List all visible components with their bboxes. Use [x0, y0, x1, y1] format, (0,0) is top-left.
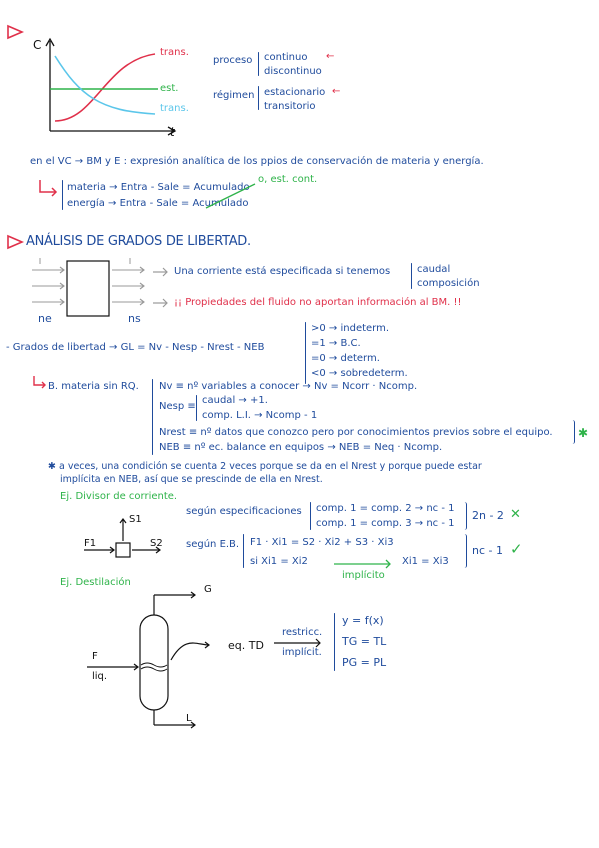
implicit-label: implícit.	[282, 647, 322, 658]
segun-esp: según especificaciones	[186, 506, 302, 517]
corner-arrow-icon	[38, 180, 62, 198]
f-label: F	[92, 651, 98, 662]
gdl-title: ANÁLISIS DE GRADOS DE LIBERTAD.	[26, 234, 251, 249]
s2-label: S2	[150, 538, 163, 549]
star-note-1: ✱ a veces, una condición se cuenta 2 veces porque se da en el Nrest y porque puede estar	[48, 461, 482, 472]
graph-y-label: C	[33, 38, 42, 52]
bmat-brace	[152, 379, 153, 455]
section-arrow-icon	[6, 234, 26, 252]
case-determ: =0 → determ.	[311, 353, 380, 364]
restric-label: restricc.	[282, 627, 323, 638]
proceso-discontinuo: discontinuo	[264, 66, 322, 77]
restric-brace	[334, 613, 335, 671]
arrow-right-icon	[153, 267, 171, 277]
distillation-column-diagram	[85, 585, 225, 735]
s1-label: S1	[129, 514, 142, 525]
case-indeterm: >0 → indeterm.	[311, 323, 390, 334]
corriente-caudal: caudal	[417, 264, 451, 275]
proceso-brace	[258, 52, 259, 76]
curve-label-trans-up: trans.	[160, 47, 189, 58]
eb-eq2-res: Xi1 = Xi3	[402, 556, 449, 567]
cases-brace	[305, 322, 306, 384]
regimen-brace	[258, 86, 259, 110]
nv-def: Nv ≡ nº variables a conocer → Nv = Ncorr · Ncomp.	[159, 381, 418, 392]
green-check-stroke	[200, 180, 260, 210]
esp-comp1: comp. 1 = comp. 2 → nc - 1	[316, 503, 455, 514]
proceso-continuo: continuo	[264, 52, 308, 63]
nesp-comp: comp. L.I. → Ncomp - 1	[202, 410, 318, 421]
eb-eq2-si: si Xi1 = Xi2	[250, 556, 308, 567]
corriente-composicion: composición	[417, 278, 480, 289]
warning-text: ¡¡ Propiedades del fluido no aportan información al BM. !!	[174, 297, 462, 308]
case-sobredeterm: <0 → sobredeterm.	[311, 368, 408, 379]
restric-r3: PG = PL	[342, 656, 387, 669]
arrow-right-icon	[334, 559, 396, 569]
case-bc: =1 → B.C.	[311, 338, 361, 349]
result-bad: 2n - 2	[472, 509, 504, 522]
eb-eq1: F1 · Xi1 = S2 · Xi2 + S3 · Xi3	[250, 537, 394, 548]
curve-label-est: est.	[160, 83, 179, 94]
g-label: G	[204, 584, 212, 595]
vc-line: en el VC → BM y E : expresión analítica de los ppios de conservación de materia y energía.	[30, 156, 484, 167]
nrest-brace	[570, 420, 575, 444]
eb-brace	[243, 534, 244, 568]
eq-td-label: eq. TD	[228, 639, 264, 652]
star-note-2: implícita en NEB, así que se prescinde de ella en Nrest.	[60, 474, 323, 485]
regimen-estacionario: estacionario	[264, 87, 326, 98]
implicito-label: implícito	[342, 570, 385, 581]
f1-label: F1	[84, 538, 97, 549]
arrow-left-icon: ←	[326, 51, 335, 62]
corner-arrow-icon	[32, 376, 48, 390]
regimen-transitorio: transitorio	[264, 101, 316, 112]
restric-r1: y = f(x)	[342, 614, 384, 627]
cross-icon: ✕	[510, 507, 521, 522]
l-label: L	[186, 713, 192, 724]
neb-def: NEB ≡ nº ec. balance en equipos → NEB = Neq · Ncomp.	[159, 442, 443, 453]
nesp-brace	[196, 395, 197, 421]
esp-brace-right	[462, 502, 467, 530]
corriente-brace	[411, 263, 412, 289]
section-arrow-icon	[6, 24, 26, 42]
arrow-left-icon: ←	[332, 86, 341, 97]
gl-formula: - Grados de libertad → GL = Nv - Nesp - Nrest - NEB	[6, 342, 265, 353]
liq-label: liq.	[92, 671, 108, 682]
balance-note: o, est. cont.	[258, 174, 318, 185]
arrow-right-icon	[153, 298, 171, 308]
restric-r2: TG = TL	[342, 635, 387, 648]
proceso-label: proceso	[213, 55, 253, 66]
balance-brace	[62, 180, 63, 210]
nesp-caudal: caudal → +1.	[202, 395, 268, 406]
ne-label: ne	[38, 312, 52, 325]
result-good: nc - 1	[472, 544, 503, 557]
nesp-def: Nesp ≡	[159, 401, 196, 412]
curve-label-trans-down: trans.	[160, 103, 189, 114]
check-icon: ✓	[510, 540, 523, 558]
esp-comp2: comp. 1 = comp. 3 → nc - 1	[316, 518, 455, 529]
regimen-label: régimen	[213, 90, 255, 101]
segun-eb: según E.B.	[186, 539, 240, 550]
star-icon: ✱	[578, 426, 589, 440]
ej2-title: Ej. Destilación	[60, 577, 131, 588]
corriente-text: Una corriente está especificada si tenemos	[174, 266, 391, 277]
nrest-def: Nrest ≡ nº datos que conozco pero por conocimientos previos sobre el equipo.	[159, 427, 553, 438]
esp-brace	[310, 502, 311, 530]
bmat-label: B. materia sin RQ.	[48, 381, 139, 392]
graph-x-label: t	[170, 125, 175, 139]
balance-energia: energía → Entra - Sale = Acumulado	[67, 198, 249, 209]
ns-label: ns	[128, 312, 141, 325]
ej1-title: Ej. Divisor de corriente.	[60, 491, 178, 502]
balance-materia: materia → Entra - Sale = Acumulado	[67, 182, 250, 193]
eb-brace-right	[462, 534, 467, 568]
